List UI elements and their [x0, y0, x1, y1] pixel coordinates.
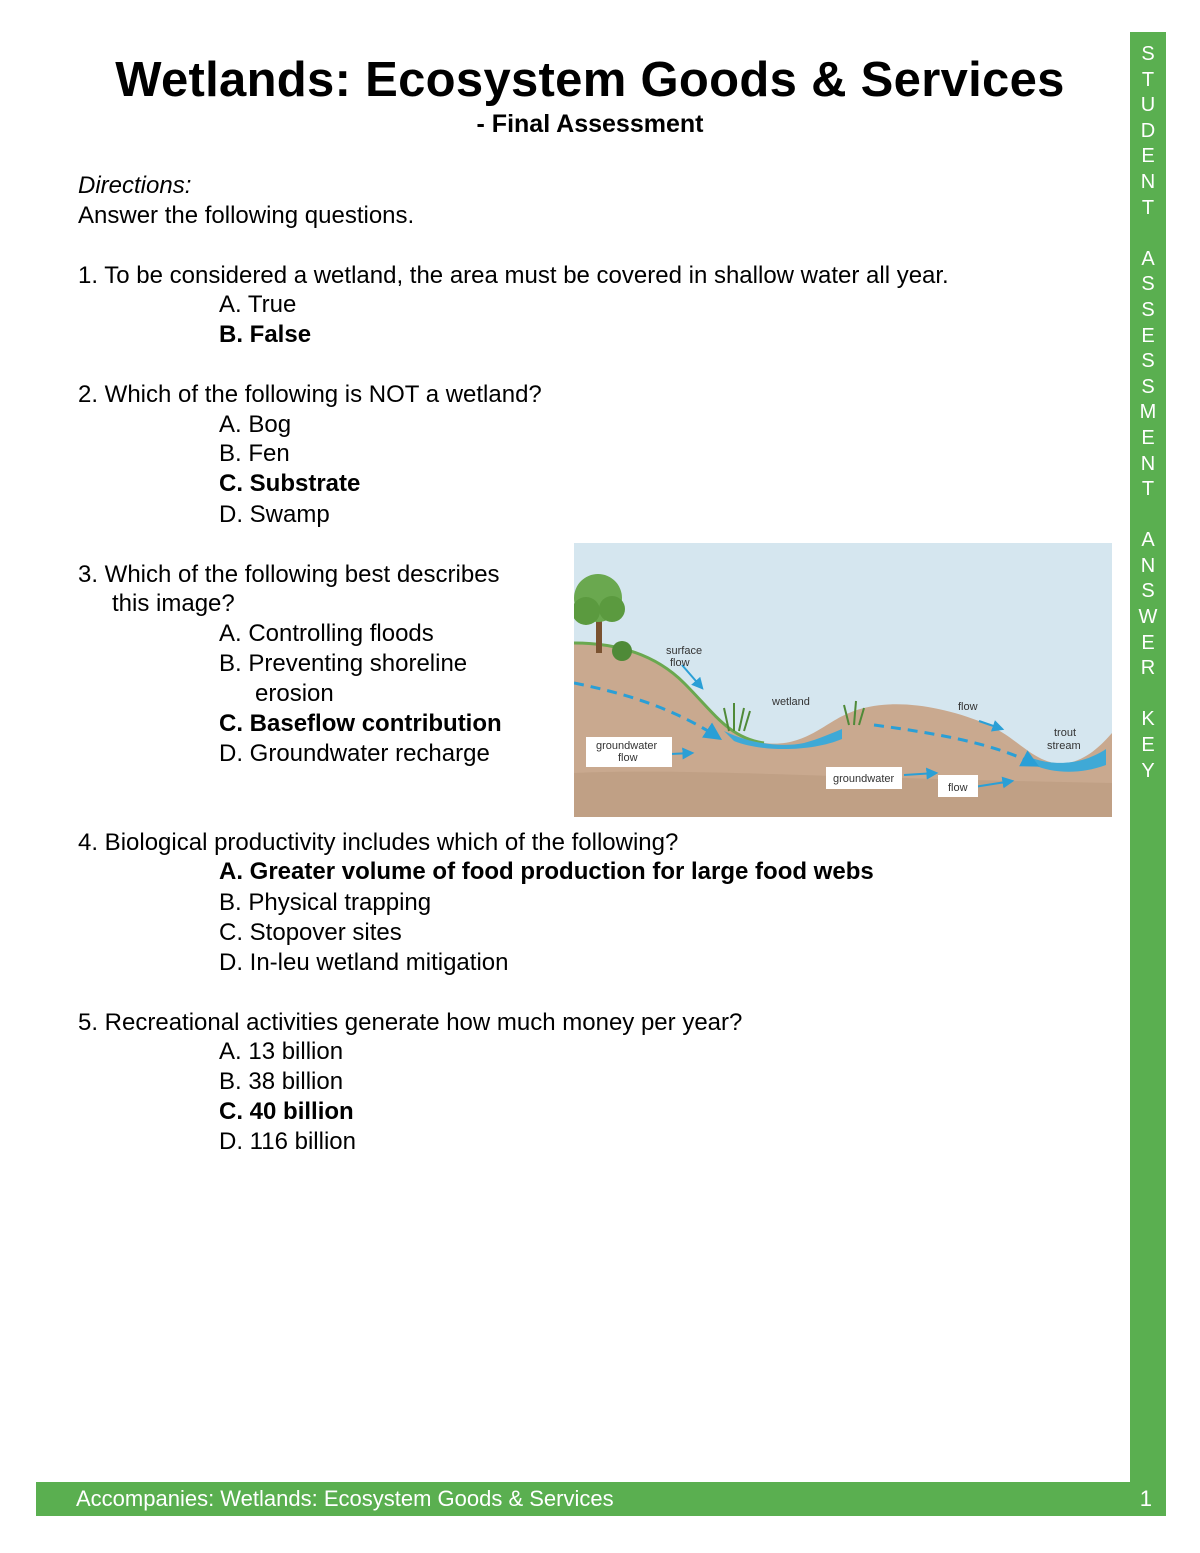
- side-label-letter: S: [1141, 273, 1155, 296]
- side-label-letter: N: [1140, 170, 1156, 193]
- side-label-letter: S: [1141, 298, 1155, 321]
- side-label-letter: U: [1140, 94, 1156, 117]
- label-surface-flow-2: flow: [670, 657, 690, 669]
- side-label-letter: [1130, 221, 1166, 247]
- q4-option-a-answer: A. Greater volume of food production for large food webs: [219, 858, 874, 885]
- question-2: 2. Which of the following is NOT a wetland?: [78, 381, 542, 408]
- label-trout-stream-2: stream: [1047, 740, 1081, 752]
- directions-text: Answer the following questions.: [78, 202, 415, 229]
- q4-option-c: C. Stopover sites: [219, 919, 402, 946]
- side-label-letter: E: [1141, 145, 1155, 168]
- side-label-letter: K: [1141, 708, 1155, 731]
- label-groundwater-flow-1: groundwater: [596, 740, 658, 752]
- side-label-text: [1130, 42, 1166, 784]
- question-4: 4. Biological productivity includes which of the following?: [78, 829, 679, 856]
- q1-option-a: A. True: [219, 291, 297, 318]
- side-label-letter: [1130, 682, 1166, 708]
- side-label-letter: D: [1140, 119, 1156, 142]
- side-label-letter: S: [1141, 375, 1155, 398]
- question-3-line-1: 3. Which of the following best describes: [78, 561, 500, 588]
- q1-option-b-answer: B. False: [219, 321, 312, 348]
- footer-text: Accompanies: Wetlands: Ecosystem Goods & Services: [76, 1486, 614, 1511]
- side-label-letter: M: [1139, 401, 1157, 424]
- label-groundwater-flow-2: flow: [618, 752, 638, 764]
- q3-option-a: A. Controlling floods: [219, 620, 434, 647]
- q5-option-b: B. 38 billion: [219, 1068, 344, 1095]
- side-label-letter: S: [1141, 350, 1155, 373]
- q2-option-b: B. Fen: [219, 440, 290, 467]
- side-label-letter: S: [1141, 43, 1155, 65]
- label-wetland: wetland: [772, 696, 810, 708]
- side-label-letter: T: [1141, 196, 1155, 219]
- question-3-line-2: this image?: [112, 590, 235, 617]
- q5-option-d: D. 116 billion: [219, 1128, 356, 1155]
- side-label-letter: T: [1141, 68, 1155, 91]
- side-label-letter: E: [1141, 426, 1155, 449]
- q3-option-c-answer: C. Baseflow contribution: [219, 710, 502, 737]
- label-trout-stream-1: trout: [1054, 727, 1077, 739]
- q2-option-c-answer: C. Substrate: [219, 470, 361, 497]
- question-5: 5. Recreational activities generate how much money per year?: [78, 1009, 743, 1036]
- side-label-letter: A: [1141, 247, 1155, 270]
- label-flow-bottom: flow: [948, 782, 968, 794]
- side-label-letter: A: [1141, 529, 1155, 552]
- side-label-letter: Y: [1141, 759, 1155, 782]
- side-label-letter: R: [1140, 657, 1156, 680]
- wetland-baseflow-diagram: [574, 543, 1112, 817]
- side-label-letter: N: [1140, 452, 1156, 475]
- directions-label: Directions:: [78, 172, 192, 199]
- q2-option-d: D. Swamp: [219, 501, 330, 528]
- q4-option-b: B. Physical trapping: [219, 889, 432, 916]
- question-1: 1. To be considered a wetland, the area must be covered in shallow water all year.: [78, 262, 949, 289]
- q2-option-a: A. Bog: [219, 411, 292, 438]
- side-label-bar: [1130, 32, 1166, 1484]
- q3-option-b-line-2: erosion: [255, 680, 334, 707]
- q5-option-a: A. 13 billion: [219, 1038, 344, 1065]
- label-flow-top: flow: [958, 701, 978, 713]
- side-label-letter: N: [1140, 554, 1156, 577]
- side-label-letter: S: [1141, 580, 1155, 603]
- q5-option-c-answer: C. 40 billion: [219, 1098, 354, 1125]
- bush: [612, 641, 632, 661]
- side-label-letter: E: [1141, 324, 1155, 347]
- page-subtitle: - Final Assessment: [476, 110, 704, 138]
- label-groundwater: groundwater: [833, 773, 895, 785]
- footer-bar: [36, 1482, 1166, 1516]
- q3-option-d: D. Groundwater recharge: [219, 740, 490, 767]
- page-title: Wetlands: Ecosystem Goods & Services: [115, 53, 1065, 107]
- page-number: 1: [1139, 1486, 1152, 1511]
- side-label-letter: E: [1141, 734, 1155, 757]
- side-label-letter: W: [1138, 606, 1158, 629]
- side-label-letter: E: [1141, 631, 1155, 654]
- q4-option-d: D. In-leu wetland mitigation: [219, 949, 509, 976]
- side-label-letter: T: [1141, 478, 1155, 501]
- side-label-letter: [1130, 503, 1166, 529]
- q3-option-b: B. Preventing shoreline: [219, 650, 468, 677]
- label-surface-flow-1: surface: [666, 645, 703, 657]
